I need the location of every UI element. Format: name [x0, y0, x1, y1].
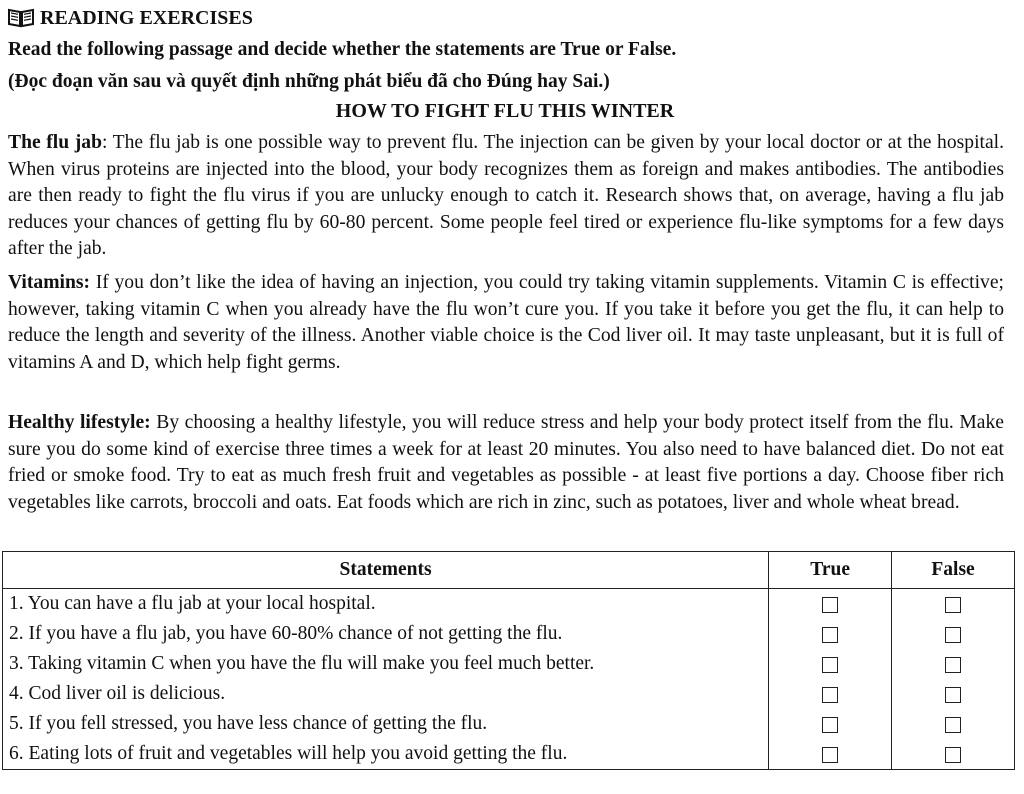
true-checkbox[interactable] [822, 597, 838, 613]
instruction-english: Read the following passage and decide whether the statements are True or False. [8, 39, 677, 60]
statement-row [3, 589, 1015, 620]
statement-text: 3. Taking vitamin C when you have the flu will make you feel much better. [3, 649, 769, 679]
paragraph-heading: Vitamins: [8, 272, 91, 293]
statement-text: 6. Eating lots of fruit and vegetables will help you avoid getting the flu. [3, 739, 769, 770]
true-false-table [2, 551, 1015, 770]
paragraph-heading: Healthy lifestyle: [8, 412, 151, 433]
paragraph-body: If you don’t like the idea of having an injection, you could try taking vitamin supplements. Vitamin C is effective; however, taking vitamin C when you already have the flu won’t cure you. If you take it before you get the flu, it can help to reduce the length and severity of the illness. Another viable choice is the Cod liver oil. It may taste unpleasant, but it is full of vitamins A and D, which help fight germs. [8, 272, 1004, 373]
false-checkbox[interactable] [945, 747, 961, 763]
statement-text: 5. If you fell stressed, you have less chance of getting the flu. [3, 709, 769, 739]
false-checkbox[interactable] [945, 627, 961, 643]
statements-column-header: Statements [3, 552, 769, 589]
instruction-vietnamese: (Đọc đoạn văn sau và quyết định những phát biểu đã cho Đúng hay Sai.) [8, 71, 610, 92]
true-checkbox[interactable] [822, 657, 838, 673]
false-checkbox[interactable] [945, 717, 961, 733]
true-checkbox[interactable] [822, 717, 838, 733]
section-heading [8, 5, 253, 31]
paragraph-vitamins [8, 270, 1004, 376]
statement-row [3, 739, 1015, 770]
false-checkbox[interactable] [945, 687, 961, 703]
paragraph-body: : The flu jab is one possible way to prevent flu. The injection can be given by your local doctor or at the hospital. When virus proteins are injected into the blood, your body recognizes them as foreign and makes antibodies. The antibodies are then ready to fight the flu virus if you are unlucky enough to catch it. Research shows that, on average, having a flu jab reduces your chances of getting flu by 60-80 percent. Some people feel tired or experience flu-like symptoms for a few days after the jab. [8, 132, 1004, 260]
paragraph-flu-jab [8, 130, 1004, 263]
statement-row [3, 649, 1015, 679]
statement-row [3, 709, 1015, 739]
statement-row [3, 619, 1015, 649]
true-column-header: True [769, 552, 892, 589]
false-checkbox[interactable] [945, 597, 961, 613]
statement-row [3, 679, 1015, 709]
true-checkbox[interactable] [822, 747, 838, 763]
open-book-icon [8, 8, 34, 28]
false-column-header: False [892, 552, 1015, 589]
paragraph-heading: The flu jab [8, 132, 102, 153]
paragraph-healthy-lifestyle [8, 410, 1004, 516]
statement-text: 2. If you have a flu jab, you have 60-80% chance of not getting the flu. [3, 619, 769, 649]
true-checkbox[interactable] [822, 687, 838, 703]
statement-text: 1. You can have a flu jab at your local hospital. [3, 589, 769, 620]
true-checkbox[interactable] [822, 627, 838, 643]
section-title: READING EXERCISES [40, 7, 253, 29]
passage-title: HOW TO FIGHT FLU THIS WINTER [335, 100, 675, 122]
statement-text: 4. Cod liver oil is delicious. [3, 679, 769, 709]
false-checkbox[interactable] [945, 657, 961, 673]
paragraph-body: By choosing a healthy lifestyle, you will reduce stress and help your body protect itself from the flu. Make sure you do some kind of exercise three times a week for at least 20 minutes. You also need to have balanced diet. Do not eat fried or smoke food. Try to eat as much fresh fruit and vegetables as possible - at least five portions a day. Choose fiber rich vegetables like carrots, broccoli and oats. Eat foods which are rich in zinc, such as potatoes, liver and whole wheat bread. [8, 412, 1004, 513]
